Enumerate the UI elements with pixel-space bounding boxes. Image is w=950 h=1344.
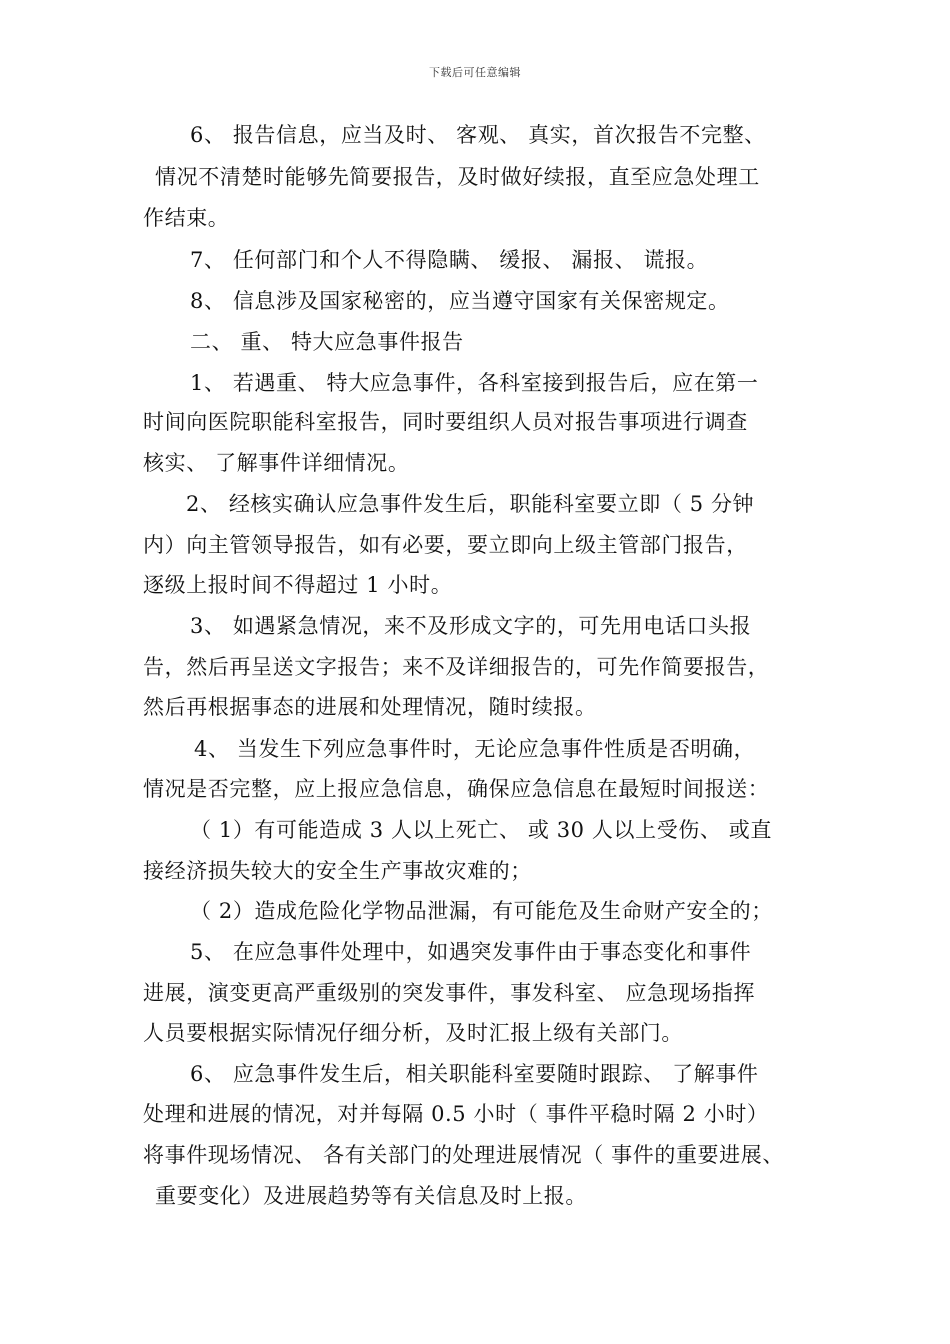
line-24: 6、 应急事件发生后，相关职能科室要随时跟踪、 了解事件	[190, 1062, 759, 1086]
line-19: 接经济损失较大的安全生产事故灾难的；	[143, 859, 532, 883]
line-25: 处理和进展的情况，对并每隔 0.5 小时（ 事件平稳时隔 2 小时）	[143, 1102, 769, 1126]
line-5: 8、 信息涉及国家秘密的，应当遵守国家有关保密规定。	[190, 289, 730, 313]
line-18: （ 1）有可能造成 3 人以上死亡、 或 30 人以上受伤、 或直	[190, 818, 772, 842]
line-20: （ 2）造成危险化学物品泄漏，有可能危及生命财产安全的；	[190, 899, 773, 923]
section-heading: 二、 重、 特大应急事件报告	[190, 330, 464, 354]
line-1: 6、 报告信息，应当及时、 客观、 真实，首次报告不完整、	[190, 123, 766, 147]
line-14: 告，然后再呈送文字报告；来不及详细报告的，可先作简要报告，	[143, 655, 770, 679]
line-22: 进展，演变更高严重级别的突发事件，事发科室、 应急现场指挥	[143, 981, 756, 1005]
line-8: 时间向医院职能科室报告，同时要组织人员对报告事项进行调查	[143, 410, 748, 434]
line-23: 人员要根据实际情况仔细分析，及时汇报上级有关部门。	[143, 1021, 683, 1045]
line-7: 1、 若遇重、 特大应急事件，各科室接到报告后，应在第一	[190, 371, 759, 395]
line-12: 逐级上报时间不得超过 1 小时。	[143, 573, 453, 597]
line-3: 作结束。	[143, 206, 230, 230]
line-16: 4、 当发生下列应急事件时，无论应急事件性质是否明确，	[194, 737, 756, 761]
line-15: 然后再根据事态的进展和处理情况，随时续报。	[143, 695, 597, 719]
line-27: 重要变化）及进展趋势等有关信息及时上报。	[155, 1184, 587, 1208]
line-21: 5、 在应急事件处理中，如遇突发事件由于事态变化和事件	[190, 940, 752, 964]
line-17: 情况是否完整，应上报应急信息，确保应急信息在最短时间报送：	[143, 777, 770, 801]
line-10: 2、 经核实确认应急事件发生后，职能科室要立即（ 5 分钟	[186, 492, 755, 516]
line-13: 3、 如遇紧急情况，来不及形成文字的，可先用电话口头报	[190, 614, 752, 638]
line-9: 核实、 了解事件详细情况。	[143, 451, 410, 475]
line-26: 将事件现场情况、 各有关部门的处理进展情况（ 事件的重要进展、	[143, 1143, 784, 1167]
line-4: 7、 任何部门和个人不得隐瞒、 缓报、 漏报、 谎报。	[190, 248, 709, 272]
page-header: 下载后可任意编辑	[429, 66, 521, 79]
line-11: 内）向主管领导报告，如有必要，要立即向上级主管部门报告，	[143, 533, 748, 557]
line-2: 情况不清楚时能够先简要报告，及时做好续报，直至应急处理工	[155, 165, 760, 189]
